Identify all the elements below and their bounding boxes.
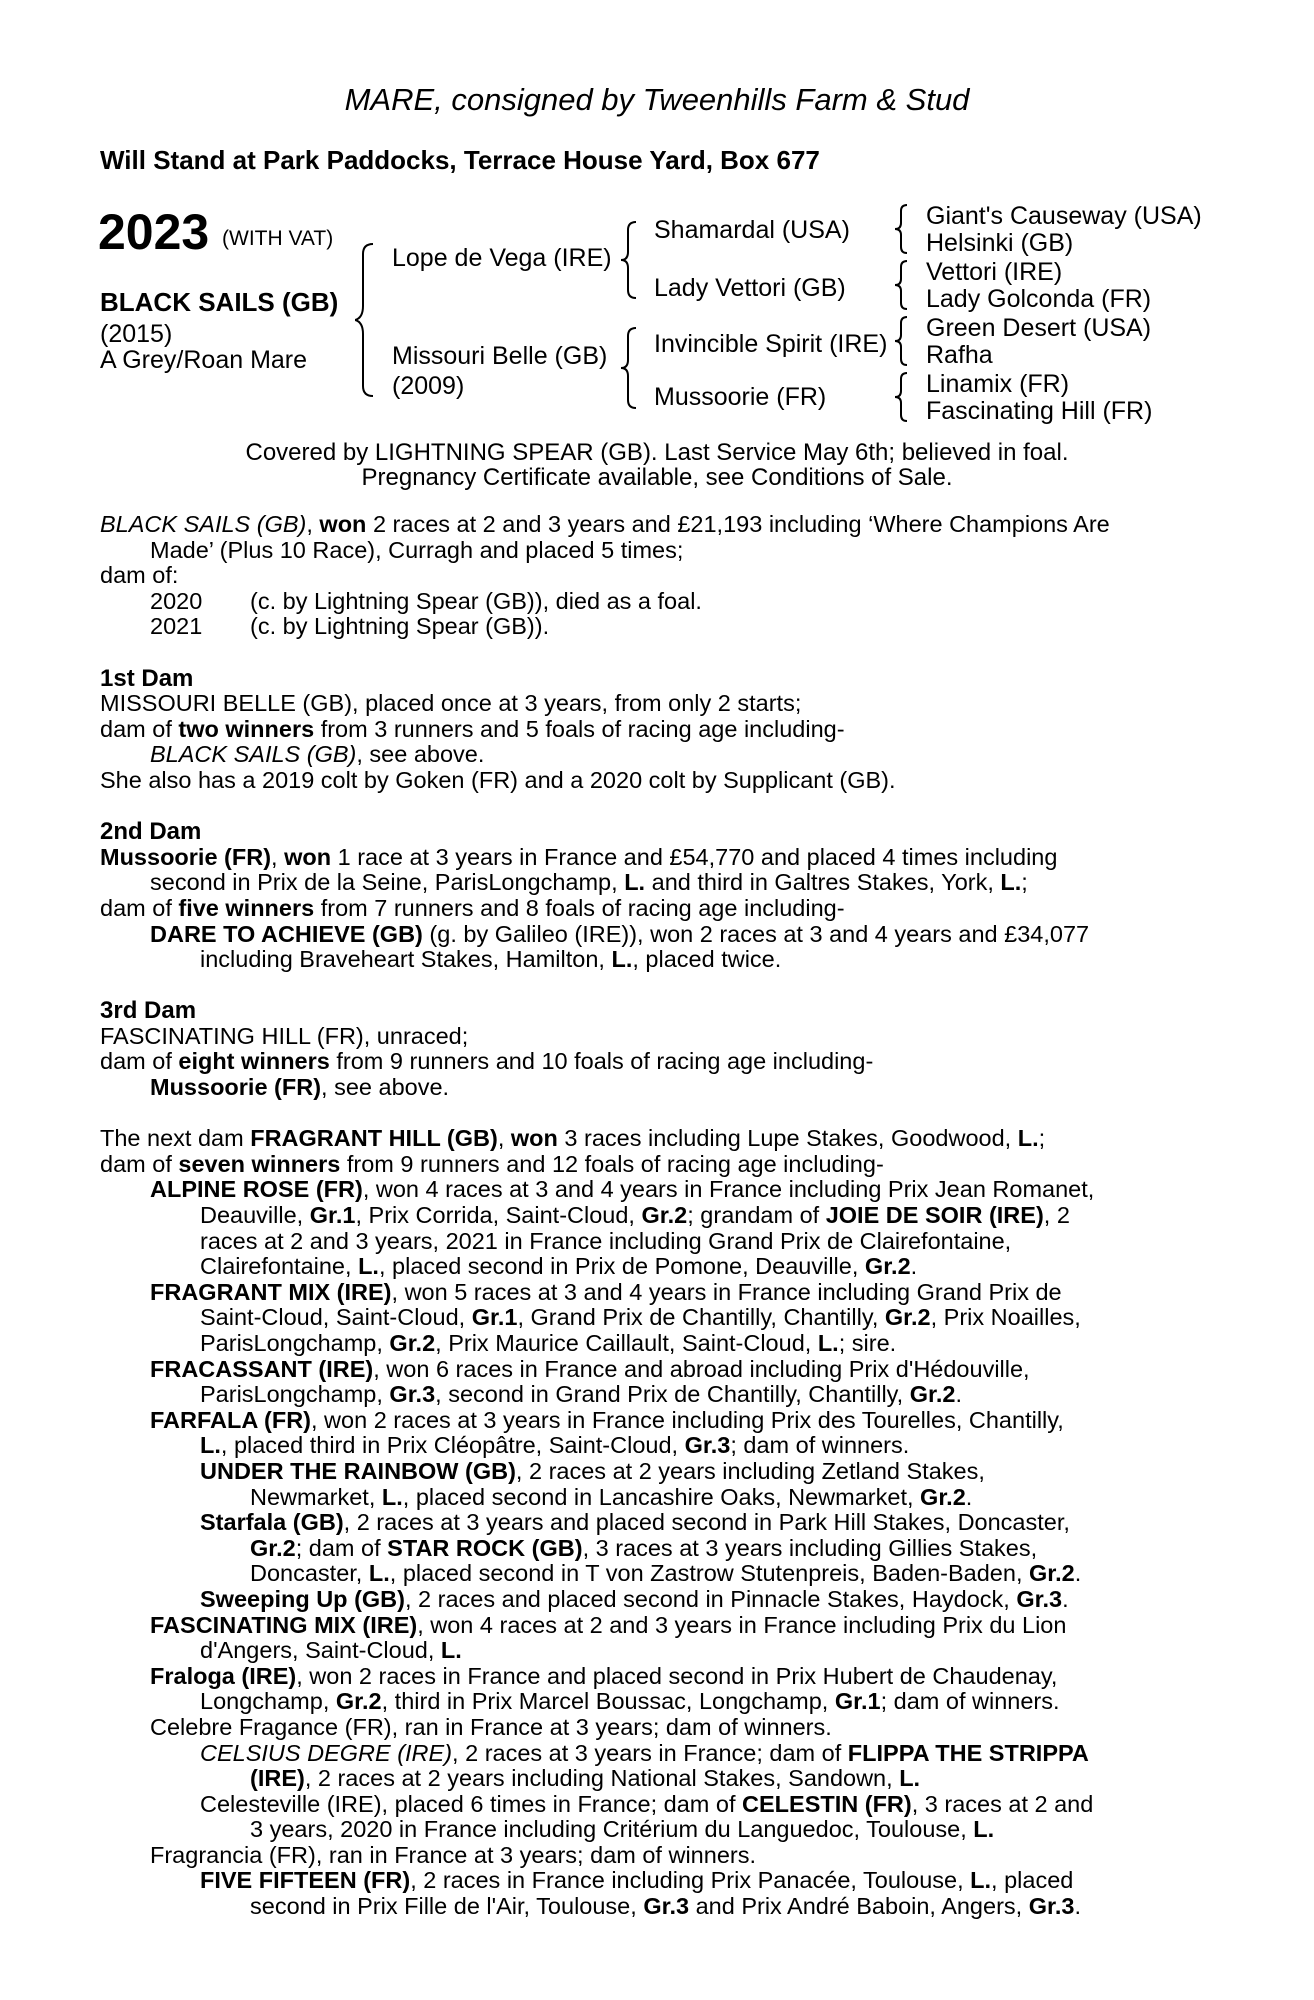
grade-label: L.: [611, 946, 633, 973]
text-run: 2 races at 2 and 3 years and £21,193 including ‘Where Champions Are: [366, 511, 1110, 537]
ggp-brace-3-icon: [893, 314, 917, 368]
text-line: [100, 1817, 1210, 1843]
ggp-brace-4-icon: [893, 370, 917, 424]
grade-label: Gr.1: [471, 1304, 518, 1331]
text-run: ; sire.: [838, 1330, 897, 1356]
text-run: dam of: [100, 715, 179, 742]
text-run: dam of: [100, 1150, 179, 1177]
horse-ref: FRAGRANT HILL (GB): [250, 1125, 498, 1152]
text-line: [100, 1203, 1210, 1229]
text-line: [100, 1305, 1210, 1331]
grade-label: Gr.3: [389, 1381, 436, 1408]
text-run: , third in Prix Marcel Boussac, Longchamp,: [381, 1688, 835, 1715]
text-line: [100, 1741, 1210, 1767]
won-label: won: [510, 1125, 558, 1152]
grade-label: Gr.2: [641, 1202, 688, 1229]
ggp-name: Lady Golconda (FR): [926, 285, 1152, 313]
produce-year: 2020: [150, 587, 203, 614]
text-line: [100, 1510, 1210, 1536]
text-run: and Prix André Baboin, Angers,: [689, 1893, 1029, 1920]
text-run: , won 4 races at 3 and 4 years in France including Prix Jean Romanet,: [362, 1176, 1095, 1203]
text-line: FASCINATING HILL (FR), unraced;: [100, 1022, 469, 1049]
covered-line: Covered by LIGHTNING SPEAR (GB). Last Service May 6th; believed in foal.: [245, 439, 1069, 466]
pedigree-notes: [100, 512, 1210, 1920]
text-run: second in Prix Fille de l'Air, Toulouse,: [250, 1893, 644, 1920]
ggp-brace-2-icon: [893, 258, 917, 312]
text-line: [100, 1459, 1210, 1485]
grade-label: Gr.2: [389, 1330, 436, 1356]
section-heading: 1st Dam: [100, 664, 194, 692]
dam-brace-icon: [620, 324, 646, 412]
produce-row: [100, 614, 1210, 640]
grade-label: L.: [200, 1432, 221, 1459]
winners-count: two winners: [178, 715, 315, 742]
text-line: [100, 742, 1210, 768]
winners-count: eight winners: [178, 1048, 330, 1075]
text-run: Longchamp,: [200, 1688, 336, 1715]
text-run: , placed second in T von Zastrow Stutenpreis, Baden-Baden,: [389, 1560, 1030, 1587]
text-line: [100, 1613, 1210, 1639]
text-run: ;: [1038, 1125, 1046, 1152]
horse-ref: CELSIUS DEGRE (IRE): [200, 1739, 453, 1766]
text-run: including Braveheart Stakes, Hamilton,: [200, 946, 612, 973]
horse-ref: Mussoorie (FR): [150, 1074, 322, 1101]
text-run: 1 race at 3 years in France and £54,770 and placed 4 times including: [331, 843, 1058, 870]
dam-name: Missouri Belle (GB): [392, 342, 608, 370]
text-run: , placed: [991, 1867, 1074, 1894]
horse-ref: FLIPPA THE STRIPPA: [847, 1739, 1089, 1766]
section-heading: 3rd Dam: [100, 997, 197, 1025]
text-run: 3 years, 2020 in France including Critérium du Languedoc, Toulouse,: [250, 1816, 974, 1843]
text-line: [100, 1664, 1210, 1690]
text-line: Celebre Fragance (FR), ran in France at 3 years; dam of winners.: [150, 1713, 832, 1740]
text-run: , won 2 races at 3 years in France including Prix des Tourelles, Chantilly,: [311, 1406, 1064, 1433]
text-run: , Prix Corrida, Saint-Cloud,: [355, 1202, 642, 1229]
text-run: , won 2 races in France and placed second in Prix Hubert de Chaudenay,: [296, 1662, 1058, 1689]
text-run: 3 races including Lupe Stakes, Goodwood,: [557, 1125, 1018, 1152]
text-run: , placed second in Prix de Pomone, Deauville,: [378, 1253, 865, 1280]
ggp-name: Giant's Causeway (USA): [926, 202, 1202, 230]
text-line: [100, 1075, 1210, 1101]
sire-sire-name: Shamardal (USA): [654, 216, 850, 244]
text-line: [100, 1689, 1210, 1715]
section-heading: 2nd Dam: [100, 818, 202, 846]
text-run: , see above.: [356, 741, 485, 768]
grade-label: Gr.2: [1029, 1560, 1075, 1587]
text-run: dam of: [100, 1048, 179, 1075]
text-run: Clairefontaine,: [200, 1253, 359, 1280]
sale-year: 2023: [98, 204, 210, 260]
spacer: [100, 794, 1210, 820]
text-line: [100, 922, 1210, 948]
grade-label: Gr.3: [1028, 1893, 1075, 1920]
text-line: [100, 717, 1210, 743]
text-line: [100, 1049, 1210, 1075]
text-run: second in Prix de la Seine, ParisLongchamp,: [150, 869, 625, 896]
text-run: , placed second in Lancashire Oaks, Newmarket,: [402, 1483, 921, 1510]
grade-label: L.: [624, 869, 646, 896]
text-run: , 3 races at 3 years including Gillies Stakes,: [582, 1534, 1038, 1561]
text-run: ,: [306, 511, 320, 537]
horse-ref: JOIE DE SOIR (IRE): [825, 1202, 1044, 1229]
text-run: and third in Galtres Stakes, York,: [645, 869, 1001, 896]
text-run: .: [910, 1253, 918, 1280]
text-run: .: [955, 1381, 962, 1408]
text-run: , Prix Maurice Caillault, Saint-Cloud,: [435, 1330, 818, 1356]
dam-sire-name: Invincible Spirit (IRE): [654, 330, 888, 358]
text-line: [100, 1561, 1210, 1587]
text-run: Newmarket,: [250, 1483, 382, 1510]
text-run: , 2 races in France including Prix Panacée, Toulouse,: [410, 1867, 971, 1894]
ggp-brace-1-icon: [893, 202, 917, 256]
grade-label: Gr.2: [335, 1688, 382, 1715]
main-brace-icon: [355, 240, 385, 400]
horse-ref: UNDER THE RAINBOW (GB): [200, 1457, 516, 1484]
dam-year: (2009): [392, 372, 465, 400]
ggp-name: Helsinki (GB): [926, 229, 1074, 257]
ggp-name: Fascinating Hill (FR): [926, 397, 1153, 425]
spacer: [100, 640, 1210, 666]
text-run: .: [1074, 1893, 1081, 1920]
grade-label: Gr.2: [909, 1381, 956, 1408]
text-run: , see above.: [321, 1074, 450, 1101]
text-run: , won 4 races at 2 and 3 years in France including Prix du Lion: [417, 1611, 1067, 1638]
produce-detail: (c. by Lightning Spear (GB)), died as a foal.: [250, 587, 702, 614]
foaled-year: (2015): [100, 320, 173, 348]
certificate-line: Pregnancy Certificate available, see Conditions of Sale.: [361, 464, 953, 491]
horse-description: A Grey/Roan Mare: [100, 346, 308, 374]
text-run: from 3 runners and 5 foals of racing age including-: [314, 715, 845, 742]
horse-ref: ALPINE ROSE (FR): [150, 1176, 363, 1203]
grade-label: L.: [973, 1816, 995, 1843]
text-run: ; dam of winners.: [880, 1688, 1060, 1715]
text-line: [100, 1485, 1210, 1511]
text-line: Made’ (Plus 10 Race), Curragh and placed 5 times;: [150, 536, 684, 563]
horse-ref: DARE TO ACHIEVE (GB): [150, 920, 423, 947]
text-line: [100, 1536, 1210, 1562]
produce-detail: (c. by Lightning Spear (GB)).: [250, 613, 550, 640]
text-line: [100, 1177, 1210, 1203]
sire-name: Lope de Vega (IRE): [392, 244, 612, 272]
text-run: ,: [497, 1125, 511, 1152]
grade-label: Gr.2: [864, 1253, 911, 1280]
text-line: [100, 1382, 1210, 1408]
text-run: ; dam of: [295, 1534, 388, 1561]
spacer: [100, 973, 1210, 999]
ggp-name: Vettori (IRE): [926, 258, 1063, 286]
text-line: [100, 1433, 1210, 1459]
text-run: ,: [271, 843, 285, 870]
horse-ref: FASCINATING MIX (IRE): [150, 1611, 418, 1638]
text-run: from 9 runners and 12 foals of racing age including-: [340, 1150, 884, 1177]
text-line: races at 2 and 3 years, 2021 in France including Grand Prix de Clairefontaine,: [200, 1227, 1012, 1254]
grade-label: Gr.3: [1016, 1585, 1063, 1612]
text-run: , 3 races at 2 and: [911, 1790, 1094, 1817]
venue-line: Will Stand at Park Paddocks, Terrace House Yard, Box 677: [100, 145, 820, 175]
spacer: [100, 1101, 1210, 1127]
grade-label: L.: [1000, 869, 1022, 896]
grade-label: L.: [368, 1560, 390, 1587]
text-line: [100, 1331, 1210, 1357]
text-run: dam of: [100, 894, 179, 921]
text-line: MISSOURI BELLE (GB), placed once at 3 years, from only 2 starts;: [100, 690, 802, 717]
text-run: , placed twice.: [632, 946, 782, 973]
grade-label: L.: [817, 1330, 839, 1356]
winners-count: seven winners: [178, 1150, 341, 1177]
text-line: [100, 896, 1210, 922]
grade-label: L.: [970, 1867, 992, 1894]
text-run: , 2 races at 2 years including National Stakes, Sandown,: [304, 1765, 900, 1792]
ggp-name: Rafha: [926, 341, 993, 369]
grade-label: Gr.2: [250, 1534, 296, 1561]
text-run: , 2: [1043, 1202, 1070, 1229]
horse-ref: Starfala (GB): [200, 1509, 344, 1536]
text-run: from 7 runners and 8 foals of racing age including-: [314, 894, 845, 921]
horse-ref: Mussoorie (FR): [100, 843, 272, 870]
sire-dam-name: Lady Vettori (GB): [654, 274, 846, 302]
text-run: from 9 runners and 10 foals of racing age including-: [329, 1048, 874, 1075]
text-run: The next dam: [100, 1125, 251, 1152]
text-line: Fragrancia (FR), ran in France at 3 years; dam of winners.: [150, 1841, 756, 1868]
text-run: ; grandam of: [687, 1202, 826, 1229]
grade-label: L.: [381, 1483, 403, 1510]
text-line: [100, 1126, 1210, 1152]
text-run: , Prix Noailles,: [930, 1304, 1081, 1331]
text-line: [100, 1894, 1210, 1920]
horse-name: BLACK SAILS (GB): [100, 287, 339, 317]
text-run: ; dam of winners.: [730, 1432, 910, 1459]
winners-count: five winners: [178, 894, 315, 921]
text-run: .: [965, 1483, 973, 1510]
text-line: [100, 1152, 1210, 1178]
text-run: , won 6 races in France and abroad including Prix d'Hédouville,: [373, 1355, 1030, 1382]
horse-ref: Sweeping Up (GB): [200, 1585, 405, 1612]
text-run: (g. by Galileo (IRE)), won 2 races at 3 and 4 years and £34,077: [422, 920, 1090, 947]
text-run: , placed third in Prix Cléopâtre, Saint-Cloud,: [220, 1432, 685, 1459]
sire-brace-icon: [620, 218, 646, 302]
text-line: [100, 1766, 1210, 1792]
grade-label: Gr.2: [884, 1304, 931, 1331]
won-label: won: [284, 843, 332, 870]
text-line: She also has a 2019 colt by Goken (FR) and a 2020 colt by Supplicant (GB).: [100, 766, 896, 793]
text-line: [100, 1868, 1210, 1894]
text-line: [100, 1638, 1210, 1664]
horse-ref: BLACK SAILS (GB): [150, 741, 357, 768]
horse-ref: FRAGRANT MIX (IRE): [150, 1278, 392, 1305]
ggp-name: Green Desert (USA): [926, 314, 1152, 342]
text-line: [100, 1587, 1210, 1613]
text-run: ParisLongchamp,: [200, 1381, 390, 1408]
horse-ref: BLACK SAILS (GB): [100, 511, 307, 537]
dam-dam-name: Mussoorie (FR): [654, 383, 827, 411]
page-title: MARE, consigned by Tweenhills Farm & Stud: [344, 82, 970, 117]
text-run: d'Angers, Saint-Cloud,: [200, 1637, 441, 1664]
text-run: , second in Grand Prix de Chantilly, Chantilly,: [435, 1381, 910, 1408]
ggp-name: Linamix (FR): [926, 370, 1070, 398]
text-run: , 2 races at 3 years and placed second in Park Hill Stakes, Doncaster,: [343, 1509, 1070, 1536]
grade-label: L.: [440, 1637, 462, 1664]
text-line: dam of:: [100, 562, 179, 589]
text-run: .: [1062, 1585, 1069, 1612]
horse-ref: STAR ROCK (GB): [387, 1534, 583, 1561]
grade-label: L.: [899, 1765, 921, 1792]
grade-label: L.: [1017, 1125, 1039, 1152]
text-line: [100, 870, 1210, 896]
horse-ref: Fraloga (IRE): [150, 1662, 297, 1689]
text-line: [100, 947, 1210, 973]
horse-ref: FRACASSANT (IRE): [150, 1355, 374, 1382]
text-run: , won 5 races at 3 and 4 years in France including Grand Prix de: [391, 1278, 1062, 1305]
text-run: Celesteville (IRE), placed 6 times in France; dam of: [200, 1790, 743, 1817]
horse-ref: FARFALA (FR): [150, 1406, 311, 1433]
vat-note: (WITH VAT): [222, 227, 334, 250]
horse-ref: FIVE FIFTEEN (FR): [200, 1867, 411, 1894]
text-run: .: [1074, 1560, 1082, 1587]
text-run: Deauville,: [200, 1202, 310, 1229]
text-run: , 2 races at 2 years including Zetland Stakes,: [515, 1457, 985, 1484]
grade-label: Gr.1: [309, 1202, 356, 1229]
text-line: [100, 1280, 1210, 1306]
text-run: , 2 races at 3 years in France; dam of: [452, 1739, 848, 1766]
text-line: [100, 1408, 1210, 1434]
grade-label: Gr.3: [684, 1432, 731, 1459]
horse-ref: CELESTIN (FR): [742, 1790, 912, 1817]
text-run: , Grand Prix de Chantilly, Chantilly,: [517, 1304, 885, 1331]
text-run: ;: [1021, 869, 1028, 896]
grade-label: Gr.1: [834, 1688, 881, 1715]
text-line: [100, 845, 1210, 871]
text-line: [100, 1357, 1210, 1383]
produce-row: [100, 589, 1210, 615]
text-run: ParisLongchamp,: [200, 1330, 390, 1356]
grade-label: L.: [358, 1253, 379, 1280]
grade-label: Gr.3: [643, 1893, 690, 1920]
won-label: won: [319, 511, 367, 537]
produce-year: 2021: [150, 613, 203, 640]
text-line: [100, 512, 1210, 538]
grade-label: Gr.2: [920, 1483, 966, 1510]
text-run: Saint-Cloud, Saint-Cloud,: [200, 1304, 472, 1331]
text-run: , 2 races and placed second in Pinnacle Stakes, Haydock,: [404, 1585, 1017, 1612]
horse-ref: (IRE): [250, 1765, 305, 1792]
text-line: [100, 1792, 1210, 1818]
text-run: Doncaster,: [250, 1560, 369, 1587]
text-line: [100, 1254, 1210, 1280]
